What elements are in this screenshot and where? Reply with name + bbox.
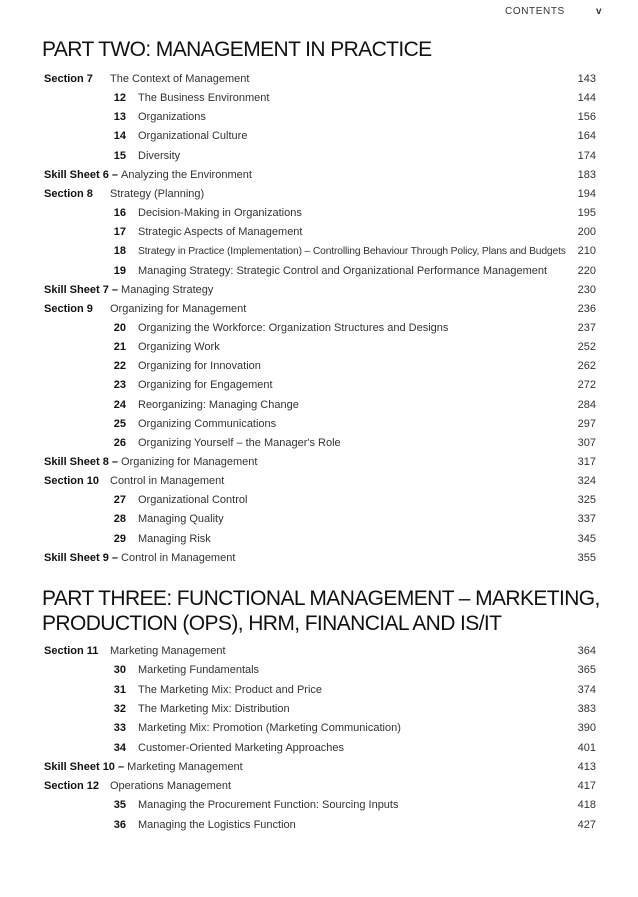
section-label: Section 12: [44, 780, 100, 793]
chapter-number: 30: [113, 664, 126, 677]
part-two-title: PART TWO: MANAGEMENT IN PRACTICE: [42, 38, 432, 61]
skill-sheet-label: Skill Sheet 6 –: [44, 168, 118, 181]
chapter-number: 27: [113, 494, 126, 507]
page-ref: 194: [577, 187, 596, 200]
toc-chapter-row: [0, 700, 638, 719]
chapter-title: Strategy in Practice (Implementation) – Controlling Behaviour Through Policy, Plans and Budgets: [138, 246, 566, 258]
skill-sheet-title: Managing Strategy: [121, 283, 214, 296]
toc-chapter-row: [0, 681, 638, 700]
skill-sheet-entry: [44, 758, 243, 777]
page-ref: 325: [577, 494, 596, 507]
chapter-title: The Marketing Mix: Distribution: [138, 702, 290, 715]
section-title: The Context of Management: [110, 73, 250, 85]
chapter-title: Organizing Yourself – the Manager's Role: [138, 436, 341, 449]
skill-sheet-entry: [44, 549, 235, 568]
toc-chapter-row: [0, 491, 638, 510]
toc-chapter-row: [0, 262, 638, 281]
toc-chapter-row: [0, 739, 638, 758]
chapter-number: 18: [113, 245, 126, 258]
chapter-title: The Marketing Mix: Product and Price: [138, 683, 323, 696]
page-ref: 230: [577, 283, 596, 296]
chapter-number: 14: [113, 130, 126, 143]
section-label: Section 10: [44, 475, 100, 488]
page-ref: 272: [577, 379, 596, 392]
chapter-title: Decision-Making in Organizations: [138, 207, 302, 220]
page-ref: 324: [577, 475, 596, 488]
toc-chapter-row: [0, 319, 638, 338]
skill-sheet-entry: [44, 166, 252, 185]
toc-chapter-row: [0, 719, 638, 738]
toc-chapter-row: [0, 510, 638, 529]
toc-section-row: [0, 70, 638, 89]
page-ref: 236: [577, 302, 596, 315]
chapter-title: Marketing Mix: Promotion (Marketing Communication): [138, 722, 401, 735]
page-ref: 418: [577, 799, 596, 812]
chapter-title: Diversity: [138, 149, 181, 162]
toc-chapter-row: [0, 223, 638, 242]
toc-skill-row: [0, 166, 638, 185]
chapter-title: Organizing for Engagement: [138, 379, 273, 392]
skill-sheet-entry: [44, 453, 257, 472]
skill-sheet-title: Control in Management: [121, 551, 236, 564]
chapter-number: 25: [113, 417, 126, 430]
chapter-number: 19: [113, 264, 126, 277]
toc-section-row: [0, 777, 638, 796]
chapter-number: 17: [113, 226, 126, 239]
page-ref: 262: [577, 360, 596, 373]
toc-section-row: [0, 185, 638, 204]
toc-skill-row: [0, 453, 638, 472]
page-ref: 364: [577, 645, 596, 657]
toc-chapter-row: [0, 89, 638, 108]
page-ref: 337: [577, 513, 596, 526]
chapter-number: 28: [113, 513, 126, 526]
chapter-title: The Business Environment: [138, 92, 270, 105]
chapter-number: 22: [113, 360, 126, 373]
toc-chapter-row: [0, 415, 638, 434]
chapter-title: Managing the Procurement Function: Sourcing Inputs: [138, 799, 399, 812]
page-ref: 144: [577, 92, 596, 105]
page-ref: 383: [577, 702, 596, 715]
chapter-number: 16: [113, 207, 126, 220]
page-ref: 252: [577, 341, 596, 354]
page-ref: 143: [577, 73, 596, 85]
toc-chapter-row: [0, 147, 638, 166]
chapter-number: 24: [113, 398, 126, 411]
page-ref: 390: [577, 722, 596, 735]
section-label: Section 9: [44, 302, 93, 315]
chapter-number: 15: [113, 149, 126, 162]
skill-sheet-entry: [44, 281, 213, 300]
section-label: Section 8: [44, 187, 93, 200]
section-title: Marketing Management: [110, 645, 226, 657]
chapter-title: Organizing for Innovation: [138, 360, 261, 373]
page-ref: 195: [577, 207, 596, 220]
page-ref: 284: [577, 398, 596, 411]
skill-sheet-label: Skill Sheet 10 –: [44, 760, 125, 773]
chapter-number: 12: [113, 92, 126, 105]
chapter-number: 20: [113, 321, 126, 334]
page-ref: 156: [577, 111, 596, 124]
chapter-title: Managing Quality: [138, 513, 224, 526]
page-ref: 355: [577, 551, 596, 564]
page-ref: 317: [577, 456, 596, 468]
skill-sheet-title: Organizing for Management: [121, 456, 258, 468]
part-three-title-line2: PRODUCTION (OPS), HRM, FINANCIAL AND IS/IT: [42, 612, 502, 635]
page-ref: 365: [577, 664, 596, 677]
toc-section-row: [0, 472, 638, 491]
page-ref: 345: [577, 532, 596, 545]
part-three-title-line1: PART THREE: FUNCTIONAL MANAGEMENT – MARKETING,: [42, 587, 600, 610]
toc-skill-row: [0, 281, 638, 300]
page-ref: 427: [577, 818, 596, 831]
page-ref: 164: [577, 130, 596, 143]
skill-sheet-label: Skill Sheet 9 –: [44, 551, 118, 564]
chapter-number: 13: [113, 111, 126, 124]
page-ref: 401: [577, 741, 596, 754]
toc-chapter-row: [0, 108, 638, 127]
skill-sheet-label: Skill Sheet 7 –: [44, 283, 118, 296]
toc-chapter-row: [0, 357, 638, 376]
section-title: Operations Management: [110, 780, 232, 793]
chapter-title: Organizational Culture: [138, 130, 248, 143]
page-ref: 220: [577, 264, 596, 277]
chapter-number: 34: [113, 741, 126, 754]
chapter-title: Managing the Logistics Function: [138, 818, 296, 831]
chapter-number: 35: [113, 799, 126, 812]
skill-sheet-label: Skill Sheet 8 –: [44, 456, 118, 468]
chapter-number: 32: [113, 702, 126, 715]
chapter-title: Managing Risk: [138, 532, 211, 545]
skill-sheet-title: Marketing Management: [127, 760, 243, 773]
page-ref: 413: [577, 760, 596, 773]
chapter-title: Organizing Communications: [138, 417, 277, 430]
chapter-number: 31: [113, 683, 126, 696]
toc-chapter-row: [0, 434, 638, 453]
section-title: Organizing for Management: [110, 302, 247, 315]
page-ref: 374: [577, 683, 596, 696]
toc-chapter-row: [0, 530, 638, 549]
page-ref: 417: [577, 780, 596, 793]
chapter-title: Organizing Work: [138, 341, 220, 354]
page-ref: 297: [577, 417, 596, 430]
toc-chapter-row: [0, 242, 638, 261]
chapter-number: 23: [113, 379, 126, 392]
section-label: Section 11: [44, 645, 99, 657]
chapter-title: Customer-Oriented Marketing Approaches: [138, 741, 345, 754]
toc-chapter-row: [0, 396, 638, 415]
chapter-title: Reorganizing: Managing Change: [138, 398, 299, 411]
chapter-number: 29: [113, 532, 126, 545]
chapter-title: Marketing Fundamentals: [138, 664, 260, 677]
chapter-title: Organizing the Workforce: Organization Structures and Designs: [138, 321, 449, 334]
page-ref: 174: [577, 149, 596, 162]
chapter-number: 36: [113, 818, 126, 831]
toc-skill-row: [0, 758, 638, 777]
section-title: Strategy (Planning): [110, 187, 205, 200]
page-ref: 307: [577, 436, 596, 449]
toc-chapter-row: [0, 816, 638, 835]
toc-chapter-row: [0, 376, 638, 395]
toc-chapter-row: [0, 127, 638, 146]
page-ref: 183: [577, 168, 596, 181]
section-title: Control in Management: [110, 475, 225, 488]
running-header: [0, 6, 638, 20]
page-ref: 200: [577, 226, 596, 239]
toc-section-row: [0, 642, 638, 661]
toc-section-row: [0, 300, 638, 319]
toc-skill-row: [0, 549, 638, 568]
chapter-number: 21: [113, 341, 126, 354]
chapter-title: Managing Strategy: Strategic Control and Organizational Performance Management: [138, 264, 548, 277]
toc-chapter-row: [0, 338, 638, 357]
chapter-title: Organizations: [138, 111, 206, 124]
chapter-number: 26: [113, 436, 126, 449]
chapter-title: Strategic Aspects of Management: [138, 226, 303, 239]
toc-chapter-row: [0, 661, 638, 680]
skill-sheet-title: Analyzing the Environment: [121, 168, 252, 181]
chapter-number: 33: [113, 722, 126, 735]
running-header-label: CONTENTS: [505, 6, 565, 17]
section-label: Section 7: [44, 73, 93, 85]
toc-chapter-row: [0, 204, 638, 223]
page-ref: 210: [577, 245, 596, 258]
chapter-title: Organizational Control: [138, 494, 248, 507]
page-number: v: [596, 6, 602, 17]
toc-chapter-row: [0, 796, 638, 815]
page-ref: 237: [577, 321, 596, 334]
